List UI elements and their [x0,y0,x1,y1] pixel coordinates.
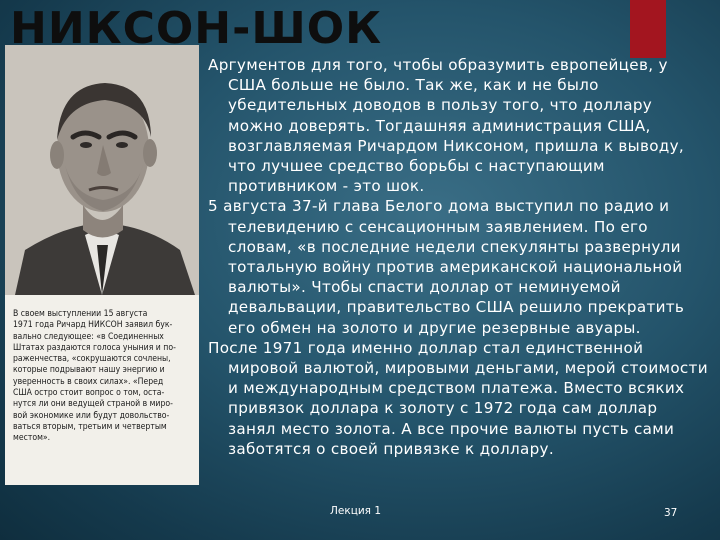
body-text [198,55,710,459]
paragraph-1: Аргументов для того, чтобы образумить европейцев, у США больше не было. Так же, как и не было убедительных доводов в пользу того, что доллару можно доверять. Тогдашняя администрация США, возглавляемая Ричардом Никсоном, пришла к выводу, что лучшее средство борьбы с наступающим противником - это шок. [208,56,685,196]
photo-caption: В своем выступлении 15 августа 1971 года Ричард НИКСОН заявил бук- вально следующее: «в Соединенных Штатах раздаются голоса уныния и по- раженчества, «сокрушаются сочлены, которые подрывают нашу энергию и уверенность в своих силах». «Перед США остро стоит вопрос о том, оста- нутся ли они ведущей страной в миро- вой экономике или будут довольство- ваться вторым, третьим и четвертым местом». [13,309,176,444]
paragraph-3: После 1971 года именно доллар стал единственной мировой валютой, мировыми деньгами, мерой стоимости и международным средством платежа. Вместо всяких привязок доллара к золоту с 1972 года сам доллар занял место золота. А все прочие валюты пусть сами заботятся о своей привязке к доллару. [208,338,708,458]
page-number: 37 [664,507,678,519]
slide-title: НИКСОН-ШОК [10,3,383,54]
footer-label: Лекция 1 [330,505,382,517]
portrait-illustration [5,45,199,295]
paragraph-2: 5 августа 37-й глава Белого дома выступил по радио и телевидению с сенсационным заявлением. По его словам, «в последние недели спекулянты развернули тотальную войну против американской национальной валюты». Чтобы спасти доллар от неминуемой девальвации, правительство США решило прекратить его обмен на золото и другие резервные авуары. [208,197,685,337]
accent-bar [630,0,666,58]
portrait-photo [5,45,199,295]
photo-caption-box [5,295,199,485]
